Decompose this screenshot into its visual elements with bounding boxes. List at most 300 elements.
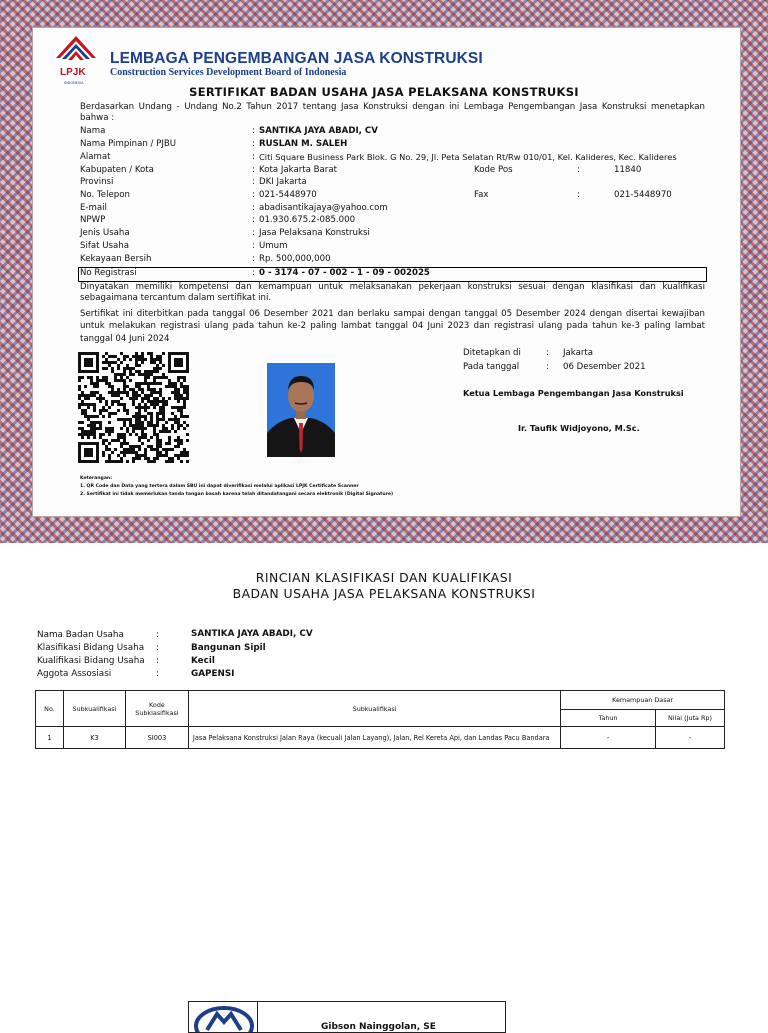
qr-module xyxy=(150,460,153,463)
qr-module xyxy=(144,373,147,376)
qr-module xyxy=(138,403,141,406)
qr-module xyxy=(120,457,123,460)
qr-module xyxy=(156,439,159,442)
qr-module xyxy=(174,397,177,400)
qr-module xyxy=(132,391,135,394)
qr-module xyxy=(117,364,120,367)
qr-module xyxy=(87,376,90,379)
qr-module xyxy=(153,430,156,433)
qr-module xyxy=(108,382,111,385)
qr-module xyxy=(132,355,135,358)
qr-module xyxy=(162,412,165,415)
qr-module xyxy=(117,394,120,397)
cell-no: 1 xyxy=(36,727,64,749)
table-row xyxy=(36,727,725,749)
label-jenis-usaha: Jenis Usaha xyxy=(80,228,130,238)
qr-module xyxy=(183,451,186,454)
qr-module xyxy=(183,427,186,430)
qr-module xyxy=(156,415,159,418)
info-value: Bangunan Sipil xyxy=(191,643,266,653)
gapensi-logo-icon xyxy=(193,1004,255,1032)
qr-module xyxy=(132,373,135,376)
qr-module xyxy=(96,415,99,418)
qr-module xyxy=(156,364,159,367)
qr-module xyxy=(141,361,144,364)
qr-module xyxy=(138,436,141,439)
note-1: 1. QR Code dan Data yang tertera dalam SBU ini dapat diverifikasi melalui aplikasi LPJK Certificate Scanner xyxy=(80,484,359,489)
label-npwp: NPWP xyxy=(80,215,106,225)
qr-module xyxy=(81,403,84,406)
qr-module xyxy=(138,358,141,361)
qr-module xyxy=(78,403,81,406)
qr-module xyxy=(174,418,177,421)
qr-module xyxy=(165,448,168,451)
qr-module xyxy=(138,445,141,448)
qr-module xyxy=(120,373,123,376)
qr-module xyxy=(177,421,180,424)
qr-module xyxy=(117,409,120,412)
qr-module xyxy=(114,355,117,358)
value-sifat-usaha: Umum xyxy=(259,241,288,251)
qr-module xyxy=(117,388,120,391)
qr-module xyxy=(171,391,174,394)
qr-module xyxy=(150,355,153,358)
info-value: SANTIKA JAYA ABADI, CV xyxy=(191,629,313,639)
qr-module xyxy=(180,454,183,457)
qr-module xyxy=(108,430,111,433)
label-email: E-mail xyxy=(80,203,107,213)
qr-module xyxy=(165,430,168,433)
qr-module xyxy=(120,361,123,364)
qr-module xyxy=(123,388,126,391)
qr-module xyxy=(144,358,147,361)
qr-module xyxy=(147,412,150,415)
qr-module xyxy=(180,460,183,463)
qr-module xyxy=(93,406,96,409)
qr-module xyxy=(150,412,153,415)
qr-module xyxy=(114,391,117,394)
qr-module xyxy=(102,367,105,370)
qr-module xyxy=(186,460,189,463)
qr-module xyxy=(141,406,144,409)
qr-module xyxy=(81,412,84,415)
info-value: GAPENSI xyxy=(191,669,235,679)
qr-module xyxy=(153,379,156,382)
qr-module xyxy=(153,400,156,403)
qr-module xyxy=(174,394,177,397)
qr-module xyxy=(87,424,90,427)
qr-module xyxy=(135,394,138,397)
qr-module xyxy=(171,427,174,430)
qr-module xyxy=(138,448,141,451)
qr-module xyxy=(105,409,108,412)
qr-module xyxy=(177,394,180,397)
qr-module xyxy=(102,442,105,445)
qr-module xyxy=(84,412,87,415)
qr-module xyxy=(99,421,102,424)
qr-module xyxy=(129,358,132,361)
label-kekayaan: Kekayaan Bersih xyxy=(80,254,152,264)
qr-module xyxy=(117,367,120,370)
qr-module xyxy=(183,415,186,418)
qr-module xyxy=(138,454,141,457)
qr-module xyxy=(153,382,156,385)
qr-module xyxy=(138,439,141,442)
value-ditetapkan: Jakarta xyxy=(563,348,594,358)
qr-module xyxy=(81,430,84,433)
qr-module xyxy=(141,391,144,394)
header-kode: Kode Subklasifikasi xyxy=(125,691,188,727)
qr-module xyxy=(156,376,159,379)
qr-module xyxy=(180,397,183,400)
qr-module xyxy=(135,424,138,427)
qr-module xyxy=(87,406,90,409)
qr-module xyxy=(111,355,114,358)
colon: : xyxy=(252,241,255,251)
info-label: Kualifikasi Bidang Usaha xyxy=(37,656,145,666)
qr-module xyxy=(156,358,159,361)
qr-module xyxy=(135,445,138,448)
qr-module xyxy=(87,436,90,439)
qr-module xyxy=(180,376,183,379)
qr-module xyxy=(84,394,87,397)
qr-module xyxy=(141,421,144,424)
qr-module xyxy=(162,415,165,418)
qr-module xyxy=(99,409,102,412)
qr-module xyxy=(171,448,174,451)
qr-module xyxy=(177,391,180,394)
qr-module xyxy=(135,418,138,421)
logo-small-text: INDONESIA xyxy=(64,81,84,85)
qr-module xyxy=(144,448,147,451)
qr-module xyxy=(144,370,147,373)
intro-text: Berdasarkan Undang - Undang No.2 Tahun 2017 tentang Jasa Konstruksi dengan ini Lembaga Pengembangan Jasa Konstruksi menetapkan bahwa : xyxy=(80,102,705,123)
qr-module xyxy=(81,376,84,379)
qr-module xyxy=(108,355,111,358)
qr-module xyxy=(132,451,135,454)
qr-module xyxy=(159,358,162,361)
qr-module xyxy=(114,376,117,379)
qr-module xyxy=(99,433,102,436)
value-fax: 021-5448970 xyxy=(614,190,672,200)
qr-module xyxy=(105,379,108,382)
qr-module xyxy=(171,382,174,385)
qr-module xyxy=(141,388,144,391)
qr-module xyxy=(153,460,156,463)
qr-module xyxy=(174,415,177,418)
qr-module xyxy=(150,394,153,397)
qr-module xyxy=(117,400,120,403)
qr-module xyxy=(81,391,84,394)
label-alamat: Alamat xyxy=(80,152,111,162)
qr-module xyxy=(93,394,96,397)
qr-module xyxy=(162,427,165,430)
qr-module xyxy=(93,433,96,436)
qr-module xyxy=(186,454,189,457)
qr-module xyxy=(138,418,141,421)
qr-module xyxy=(162,400,165,403)
qr-module xyxy=(96,379,99,382)
qr-module xyxy=(126,427,129,430)
colon: : xyxy=(156,669,159,679)
qr-module xyxy=(147,352,150,355)
value-alamat: Citi Square Business Park Blok. G No. 29, Jl. Peta Selatan Rt/Rw 010/01, Kel. Kalideres, Kec. Kalideres xyxy=(259,152,677,162)
label-kabupaten: Kabupaten / Kota xyxy=(80,165,154,175)
notes-title: Keterangan: xyxy=(80,476,113,481)
qr-module xyxy=(102,379,105,382)
qr-module xyxy=(141,433,144,436)
qr-module xyxy=(105,376,108,379)
qr-module xyxy=(165,400,168,403)
qr-module xyxy=(105,352,108,355)
divider xyxy=(257,1002,258,1032)
qr-module xyxy=(141,430,144,433)
qr-module xyxy=(138,421,141,424)
qr-module xyxy=(108,385,111,388)
qr-module xyxy=(108,460,111,463)
qr-module xyxy=(111,394,114,397)
qr-module xyxy=(123,454,126,457)
qr-module xyxy=(150,403,153,406)
qr-module xyxy=(165,403,168,406)
cell-subkualifikasi: K3 xyxy=(63,727,125,749)
qr-module xyxy=(177,427,180,430)
qr-module xyxy=(132,403,135,406)
qr-module xyxy=(144,382,147,385)
qr-module xyxy=(159,442,162,445)
qr-module xyxy=(162,376,165,379)
qr-module xyxy=(147,373,150,376)
qr-module xyxy=(144,418,147,421)
qr-module xyxy=(159,418,162,421)
qr-module xyxy=(159,445,162,448)
qr-module xyxy=(150,370,153,373)
qr-module xyxy=(156,436,159,439)
qr-module xyxy=(180,385,183,388)
qr-module xyxy=(138,382,141,385)
qr-module xyxy=(177,379,180,382)
qr-module xyxy=(168,442,171,445)
colon: : xyxy=(252,228,255,238)
qr-module xyxy=(126,364,129,367)
qr-module xyxy=(78,388,81,391)
note-2: 2. Sertifikat ini tidak memerlukan tanda tangan basah karena telah ditandatangani secara elektronik (Digital Signature) xyxy=(80,492,394,497)
qr-module xyxy=(111,412,114,415)
qr-module xyxy=(105,400,108,403)
qr-module xyxy=(87,394,90,397)
qr-module xyxy=(114,400,117,403)
qr-module xyxy=(135,415,138,418)
qr-module xyxy=(183,391,186,394)
qr-module xyxy=(111,400,114,403)
qr-module xyxy=(168,382,171,385)
qr-module xyxy=(93,424,96,427)
qr-module xyxy=(177,376,180,379)
qr-module xyxy=(132,448,135,451)
qr-module xyxy=(99,412,102,415)
qr-module xyxy=(117,379,120,382)
header-no: No. xyxy=(36,691,64,727)
qr-module xyxy=(150,391,153,394)
qr-module xyxy=(138,373,141,376)
qr-module xyxy=(159,412,162,415)
qr-module xyxy=(153,367,156,370)
signature-name: Gibson Nainggolan, SE xyxy=(321,1022,436,1032)
qr-module xyxy=(93,427,96,430)
qr-module xyxy=(150,352,153,355)
qr-module xyxy=(105,448,108,451)
qr-module xyxy=(138,427,141,430)
qr-module xyxy=(96,421,99,424)
qr-module xyxy=(165,442,168,445)
qr-module xyxy=(168,379,171,382)
colon: : xyxy=(252,126,255,136)
qr-module xyxy=(147,394,150,397)
qr-module xyxy=(114,460,117,463)
classification-table xyxy=(35,690,725,749)
qr-module xyxy=(141,373,144,376)
qr-module xyxy=(132,445,135,448)
value-kekayaan: Rp. 500,000,000 xyxy=(259,254,331,264)
qr-module xyxy=(123,358,126,361)
qr-module xyxy=(126,391,129,394)
qr-module xyxy=(141,358,144,361)
qr-module xyxy=(180,439,183,442)
qr-module xyxy=(159,454,162,457)
qr-module xyxy=(165,451,168,454)
qr-module xyxy=(162,373,165,376)
cell-kode: SI003 xyxy=(125,727,188,749)
header-subklasifikasi: Subkualifikasi xyxy=(188,691,560,727)
qr-module xyxy=(165,460,168,463)
qr-module xyxy=(180,412,183,415)
qr-module xyxy=(174,421,177,424)
qr-module xyxy=(138,409,141,412)
logo-text: LPJK xyxy=(60,67,86,78)
qr-module xyxy=(156,433,159,436)
qr-module xyxy=(105,403,108,406)
qr-module xyxy=(93,403,96,406)
qr-module xyxy=(138,388,141,391)
qr-module xyxy=(165,376,168,379)
qr-module xyxy=(174,454,177,457)
qr-module xyxy=(147,370,150,373)
qr-module xyxy=(159,400,162,403)
qr-module xyxy=(120,397,123,400)
qr-module xyxy=(177,406,180,409)
qr-module xyxy=(156,355,159,358)
qr-module xyxy=(111,361,114,364)
qr-module xyxy=(108,448,111,451)
qr-module xyxy=(177,418,180,421)
qr-module xyxy=(84,403,87,406)
qr-module xyxy=(129,418,132,421)
qr-module xyxy=(150,388,153,391)
qr-module xyxy=(180,442,183,445)
value-tanggal: 06 Desember 2021 xyxy=(563,362,646,372)
qr-module xyxy=(123,406,126,409)
qr-module xyxy=(129,388,132,391)
qr-module xyxy=(123,403,126,406)
qr-module xyxy=(87,397,90,400)
qr-module xyxy=(150,448,153,451)
qr-module xyxy=(147,406,150,409)
qr-module xyxy=(90,424,93,427)
qr-module xyxy=(123,448,126,451)
qr-module xyxy=(177,409,180,412)
qr-module xyxy=(144,394,147,397)
qr-module xyxy=(99,427,102,430)
qr-module xyxy=(132,397,135,400)
qr-module xyxy=(183,379,186,382)
qr-module xyxy=(123,436,126,439)
qr-module xyxy=(78,427,81,430)
qr-module xyxy=(78,397,81,400)
qr-module xyxy=(81,400,84,403)
qr-module xyxy=(177,400,180,403)
qr-module xyxy=(153,457,156,460)
qr-module xyxy=(117,454,120,457)
qr-module xyxy=(102,361,105,364)
qr-module xyxy=(111,430,114,433)
qr-module xyxy=(183,421,186,424)
qr-module xyxy=(108,406,111,409)
qr-module xyxy=(90,376,93,379)
qr-module xyxy=(138,424,141,427)
certificate-heading: SERTIFIKAT BADAN USAHA JASA PELAKSANA KONSTRUKSI xyxy=(189,85,579,99)
qr-module xyxy=(177,436,180,439)
qr-module xyxy=(132,415,135,418)
colon: : xyxy=(252,139,255,149)
qr-module xyxy=(135,361,138,364)
qr-module xyxy=(177,457,180,460)
header-nilai: Nilai (Juta Rp) xyxy=(656,710,725,727)
label-telepon: No. Telepon xyxy=(80,190,130,200)
qr-module xyxy=(120,436,123,439)
qr-module xyxy=(105,445,108,448)
qr-module xyxy=(162,406,165,409)
qr-module xyxy=(114,394,117,397)
qr-module xyxy=(171,418,174,421)
qr-module xyxy=(84,415,87,418)
qr-module xyxy=(96,382,99,385)
qr-module xyxy=(156,370,159,373)
qr-module xyxy=(144,415,147,418)
qr-module xyxy=(135,355,138,358)
qr-module xyxy=(120,418,123,421)
qr-module xyxy=(108,361,111,364)
qr-module xyxy=(123,370,126,373)
qr-module xyxy=(120,379,123,382)
qr-module xyxy=(108,442,111,445)
qr-module xyxy=(147,388,150,391)
qr-module xyxy=(180,409,183,412)
value-kabupaten: Kota Jakarta Barat xyxy=(259,165,337,175)
qr-module xyxy=(123,355,126,358)
qr-module xyxy=(171,457,174,460)
qr-module xyxy=(174,382,177,385)
qr-module xyxy=(102,451,105,454)
qr-module xyxy=(162,409,165,412)
qr-module xyxy=(126,376,129,379)
qr-module xyxy=(117,433,120,436)
qr-module xyxy=(99,436,102,439)
qr-module xyxy=(114,379,117,382)
qr-module xyxy=(177,442,180,445)
qr-module xyxy=(78,433,81,436)
qr-module xyxy=(81,409,84,412)
qr-module xyxy=(117,373,120,376)
